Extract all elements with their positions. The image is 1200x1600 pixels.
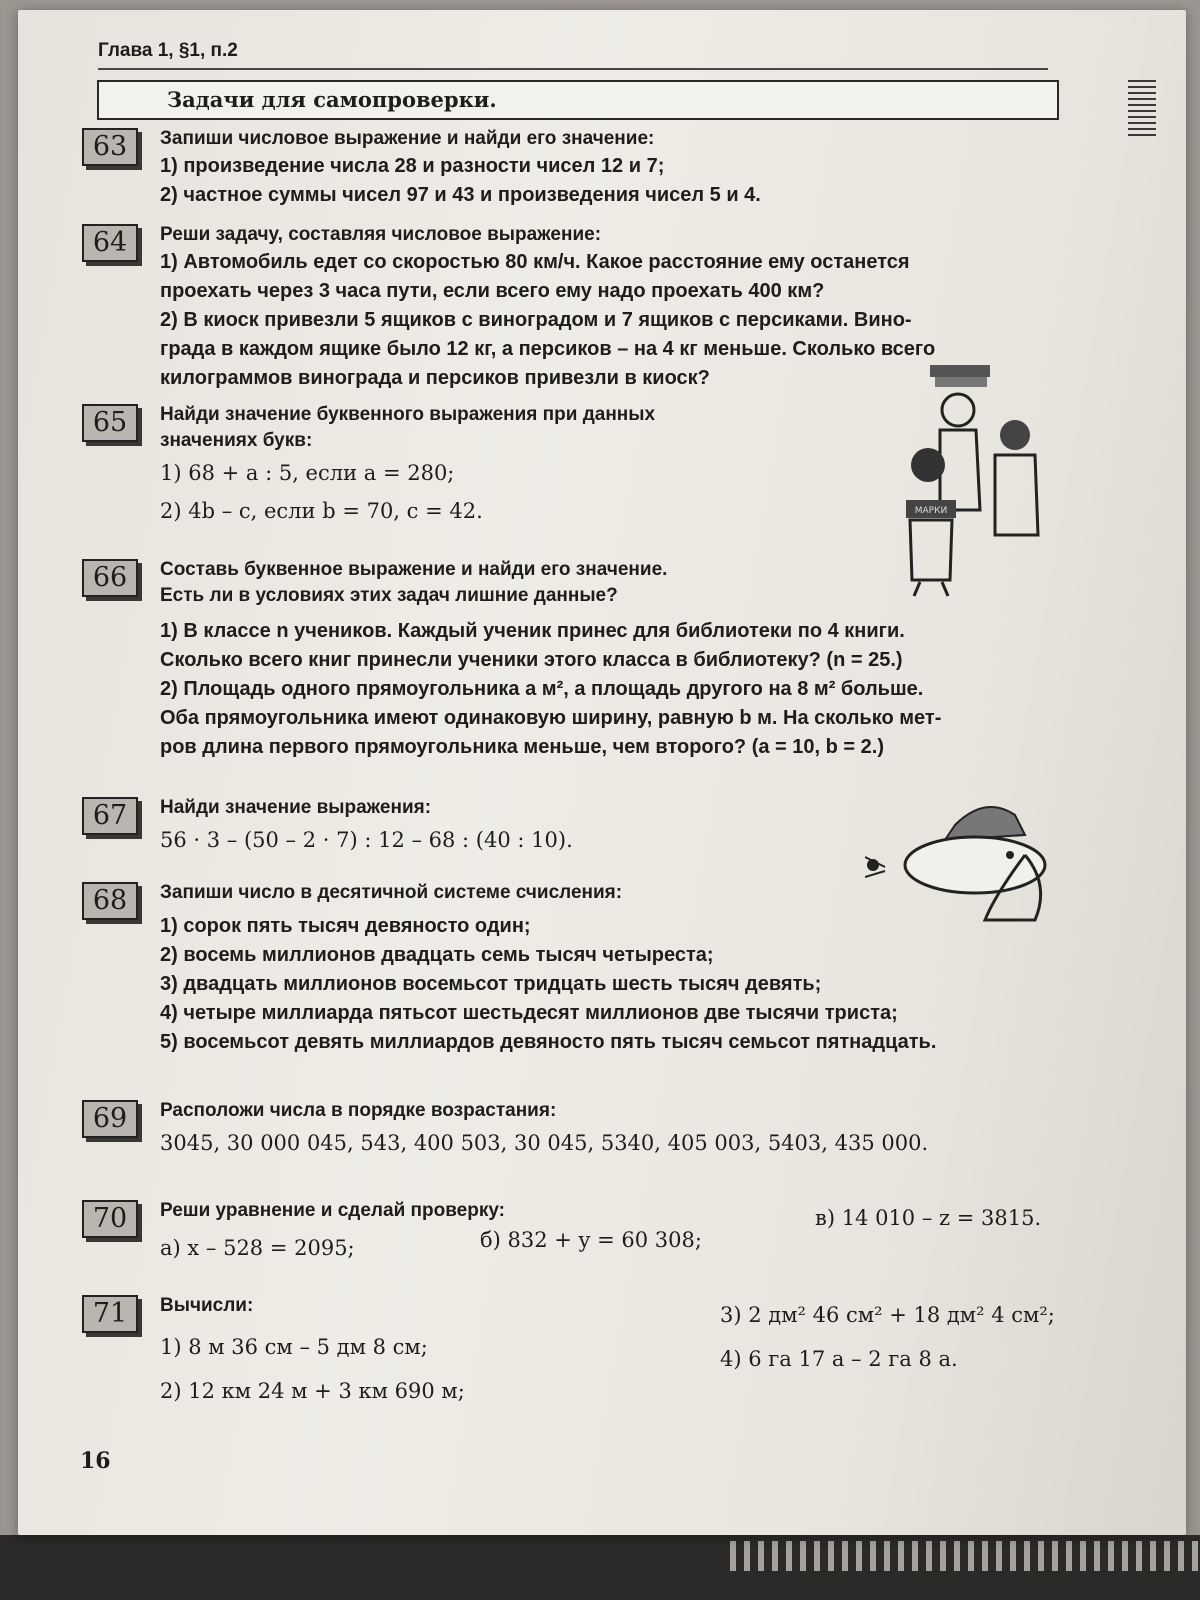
calc-1: 1) 8 м 36 см – 5 дм 8 см;	[160, 1335, 428, 1359]
page-number: 16	[80, 1448, 111, 1474]
calc-4: 4) 6 га 17 а – 2 га 8 а.	[720, 1347, 958, 1371]
task-line: 2) Площадь одного прямоугольника a м², а площадь другого на 8 м² больше.	[160, 678, 924, 700]
edge-marks	[1128, 80, 1156, 140]
task-line: килограммов винограда и персиков привезли в киоск?	[160, 367, 710, 389]
numbers-line: 3045, 30 000 045, 543, 400 503, 30 045, 5340, 405 003, 5403, 435 000.	[160, 1131, 929, 1155]
book-stack-icon	[930, 365, 990, 377]
task-line: 2) 4b – c, если b = 70, c = 42.	[160, 499, 483, 523]
task-line: проехать через 3 часа пути, если всего ему надо проехать 400 км?	[160, 280, 825, 302]
task-title: Найди значение буквенного выражения при данных	[160, 404, 656, 425]
task-line: 1) Автомобиль едет со скоростью 80 км/ч. Какое расстояние ему останется	[160, 251, 910, 273]
task-line: 2) частное суммы чисел 97 и 43 и произведения чисел 5 и 4.	[160, 184, 761, 206]
task-number: 63	[82, 128, 138, 166]
background-surface	[0, 1535, 1200, 1600]
chapter-label: Глава 1, §1, п.2	[98, 40, 238, 61]
child-head-icon	[942, 394, 974, 426]
task-title: Реши задачу, составляя числовое выражение:	[160, 224, 602, 245]
task-line: Сколько всего книг принесли ученики этого класса в библиотеку? (n = 25.)	[160, 649, 903, 671]
task-title: Запиши числовое выражение и найди его значение:	[160, 128, 655, 149]
task-line: града в каждом ящике было 12 кг, а персиков – на 4 кг меньше. Сколько всего	[160, 338, 936, 360]
child-head-icon	[911, 448, 945, 482]
task-line: 1) произведение числа 28 и разности чисел 12 и 7;	[160, 155, 665, 177]
task-number: 64	[82, 224, 138, 262]
box-label: МАРКИ	[914, 506, 948, 516]
task-number: 71	[82, 1295, 138, 1333]
task-line: 5) восемьсот девять миллиардов девяносто пять тысяч семьсот пятнадцать.	[160, 1031, 937, 1053]
expression-line: 56 · 3 – (50 – 2 · 7) : 12 – 68 : (40 : 10).	[160, 828, 573, 852]
task-line: 1) сорок пять тысяч девяносто один;	[160, 915, 531, 937]
calc-2: 2) 12 км 24 м + 3 км 690 м;	[160, 1379, 465, 1403]
task-line: 1) В классе n учеников. Каждый ученик принес для библиотеки по 4 книги.	[160, 620, 905, 642]
task-title-cont: Есть ли в условиях этих задач лишние данные?	[160, 585, 618, 606]
task-line: ров длина первого прямоугольника меньше, чем второго? (a = 10, b = 2.)	[160, 736, 884, 758]
task-line: 1) 68 + a : 5, если a = 280;	[160, 461, 455, 485]
child-head-icon	[1000, 420, 1030, 450]
equation-b: б) 832 + y = 60 308;	[480, 1228, 702, 1252]
task-number: 65	[82, 404, 138, 442]
calc-3: 3) 2 дм² 46 см² + 18 дм² 4 см²;	[720, 1303, 1055, 1327]
task-line: 4) четыре миллиарда пятьсот шестьдесят миллионов две тысячи триста;	[160, 1002, 898, 1024]
task-line: Оба прямоугольника имеют одинаковую ширину, равную b м. На сколько мет-	[160, 707, 942, 729]
task-title: Составь буквенное выражение и найди его значение.	[160, 559, 668, 580]
task-line: 2) В киоск привезли 5 ящиков с виноградом и 7 ящиков с персиками. Вино-	[160, 309, 912, 331]
task-title: Запиши число в десятичной системе счисления:	[160, 882, 623, 903]
section-title: Задачи для самопроверки.	[167, 87, 497, 112]
task-number: 70	[82, 1200, 138, 1238]
task-title-cont: значениях букв:	[160, 430, 313, 451]
hat-icon	[945, 807, 1025, 840]
task-title: Найди значение выражения:	[160, 797, 432, 818]
task-number: 68	[82, 882, 138, 920]
equation-c: в) 14 010 – z = 3815.	[815, 1206, 1042, 1230]
task-number: 66	[82, 559, 138, 597]
task-title: Реши уравнение и сделай проверку:	[160, 1200, 505, 1221]
decorative-pattern	[730, 1541, 1200, 1571]
page-header	[98, 40, 1048, 70]
task-title: Расположи числа в порядке возрастания:	[160, 1100, 557, 1121]
equation-a: а) x – 528 = 2095;	[160, 1236, 355, 1260]
task-line: 3) двадцать миллионов восемьсот тридцать шесть тысяч девять;	[160, 973, 822, 995]
task-number: 67	[82, 797, 138, 835]
task-number: 69	[82, 1100, 138, 1138]
task-line: 2) восемь миллионов двадцать семь тысяч четыреста;	[160, 944, 714, 966]
task-title: Вычисли:	[160, 1295, 254, 1316]
section-banner	[97, 80, 1059, 120]
